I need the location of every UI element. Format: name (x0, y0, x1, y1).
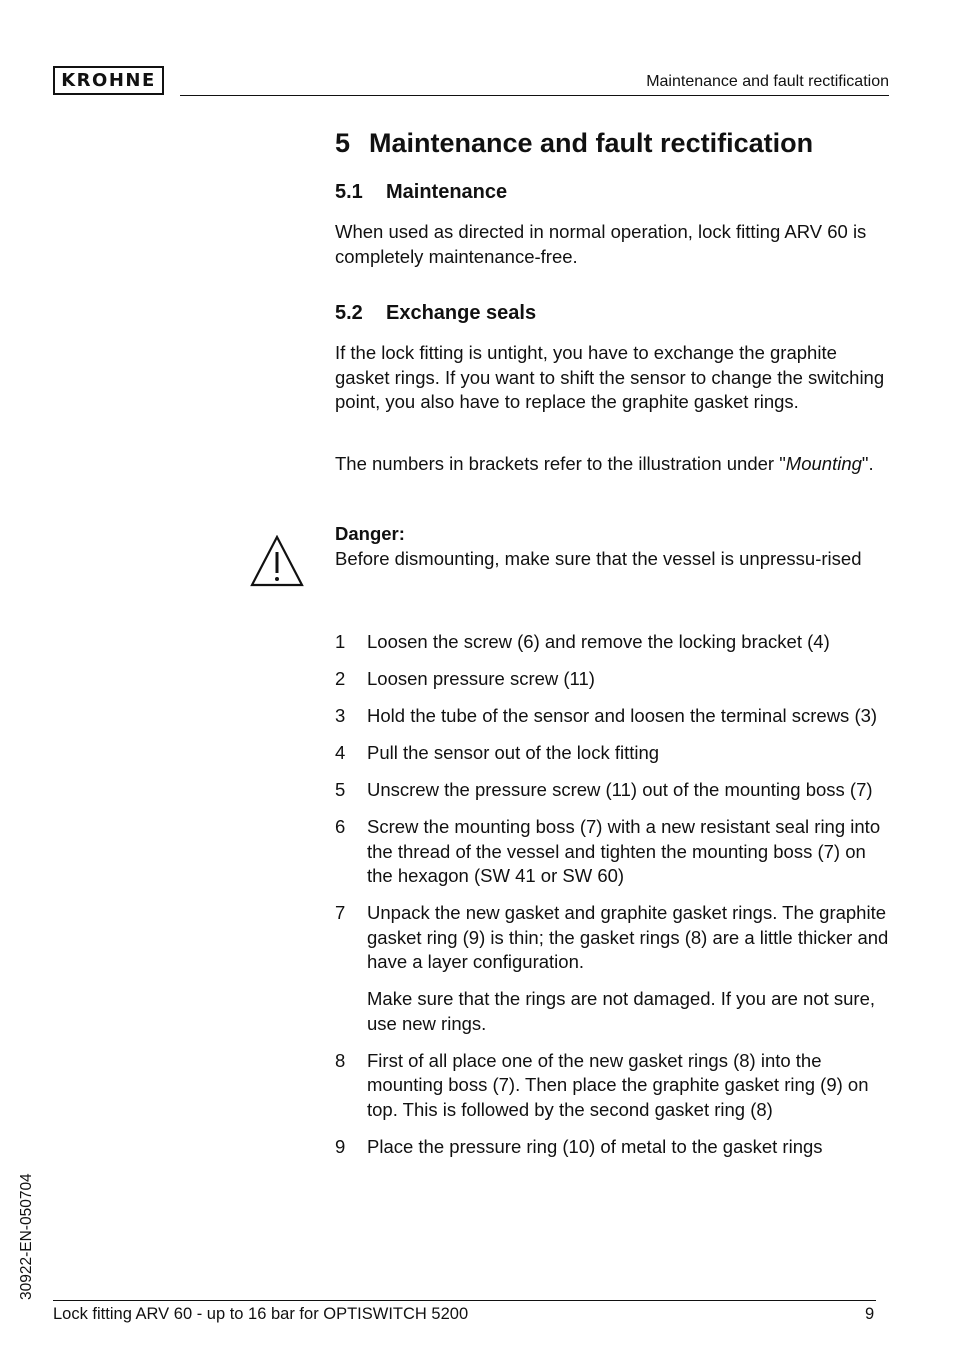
danger-title: Danger: (335, 523, 405, 544)
exchange-seals-paragraph-1: If the lock fitting is untight, you have to exchange the graphite gasket rings. If you want to shift the sensor to change the switching point, you also have to replace the graphite gasket rings. (335, 342, 885, 412)
step-text: Unscrew the pressure screw (11) out of the mounting boss (7) (367, 779, 873, 800)
paragraph-text: ". (861, 453, 874, 474)
step-text: Place the pressure ring (10) of metal to the gasket rings (367, 1135, 823, 1157)
step-number: 2 (335, 668, 346, 689)
step-text: Pull the sensor out of the lock fitting (367, 742, 660, 763)
step-text: First of all place one of the new gasket rings (8) into the mounting boss (7). Then place the graphite gasket ring (9) on top. This is followed by the second gasket ring (8) (367, 1049, 869, 1120)
section-number: 5.1 (335, 181, 363, 203)
step-note: Make sure that the rings are not damaged. If you are not sure, use new rings. (367, 988, 876, 1034)
footer-title: Lock fitting ARV 60 - up to 16 bar for OPTISWITCH 5200 (53, 1305, 469, 1323)
section-title: Maintenance (386, 181, 508, 203)
list-item (335, 1049, 891, 1123)
step-text: Loosen pressure screw (11) (367, 668, 595, 689)
chapter-title: Maintenance and fault rectification (369, 128, 814, 158)
step-number: 7 (335, 902, 346, 923)
footer-divider (53, 1300, 876, 1301)
paragraph-text: The numbers in brackets refer to the illustration under " (335, 453, 786, 474)
list-item (335, 704, 891, 729)
step-number: 9 (335, 1135, 346, 1157)
list-item (335, 667, 891, 692)
danger-text: Before dismounting, make sure that the vessel is unpressu-rised (335, 548, 862, 569)
step-number: 3 (335, 705, 346, 726)
mounting-reference: Mounting (785, 453, 862, 474)
step-number: 6 (335, 816, 346, 837)
step-text: Screw the mounting boss (7) with a new resistant seal ring into the thread of the vessel and tighten the mounting boss (7) on the hexagon (SW 41 or SW 60) (367, 816, 881, 886)
list-item (335, 815, 891, 889)
document-code: 30922-EN-050704 (18, 1173, 35, 1300)
list-item (335, 778, 891, 803)
krohne-logo: KROHNE (53, 66, 164, 95)
list-item (335, 630, 891, 655)
section-number: 5.2 (335, 302, 363, 324)
step-number: 5 (335, 779, 346, 800)
step-text: Hold the tube of the sensor and loosen the terminal screws (3) (367, 705, 878, 726)
danger-notice (335, 521, 891, 571)
chapter-heading (335, 128, 813, 159)
maintenance-text: When used as directed in normal operation, lock fitting ARV 60 is completely maintenance-free. (335, 221, 867, 267)
section-heading-maintenance (335, 181, 507, 204)
list-item (335, 1135, 891, 1160)
list-item (335, 741, 891, 766)
step-text: Unpack the new gasket and graphite gasket rings. The graphite gasket ring (9) is thin; the gasket rings (8) are a little thicker and have a layer configuration. (367, 902, 889, 972)
page-number: 9 (865, 1305, 875, 1323)
running-title: Maintenance and fault rectification (646, 73, 889, 90)
list-item (335, 901, 891, 975)
steps-list (335, 630, 891, 1172)
section-heading-exchange-seals (335, 302, 536, 325)
exchange-seals-paragraph-2 (335, 452, 891, 477)
warning-triangle-icon (250, 535, 304, 587)
step-number: 4 (335, 742, 346, 763)
step-number: 1 (335, 631, 346, 652)
header-divider (180, 95, 889, 96)
chapter-number: 5 (335, 128, 351, 158)
step-number: 8 (335, 1049, 346, 1071)
step-text: Loosen the screw (6) and remove the locking bracket (4) (367, 631, 830, 652)
section-title: Exchange seals (386, 302, 537, 324)
